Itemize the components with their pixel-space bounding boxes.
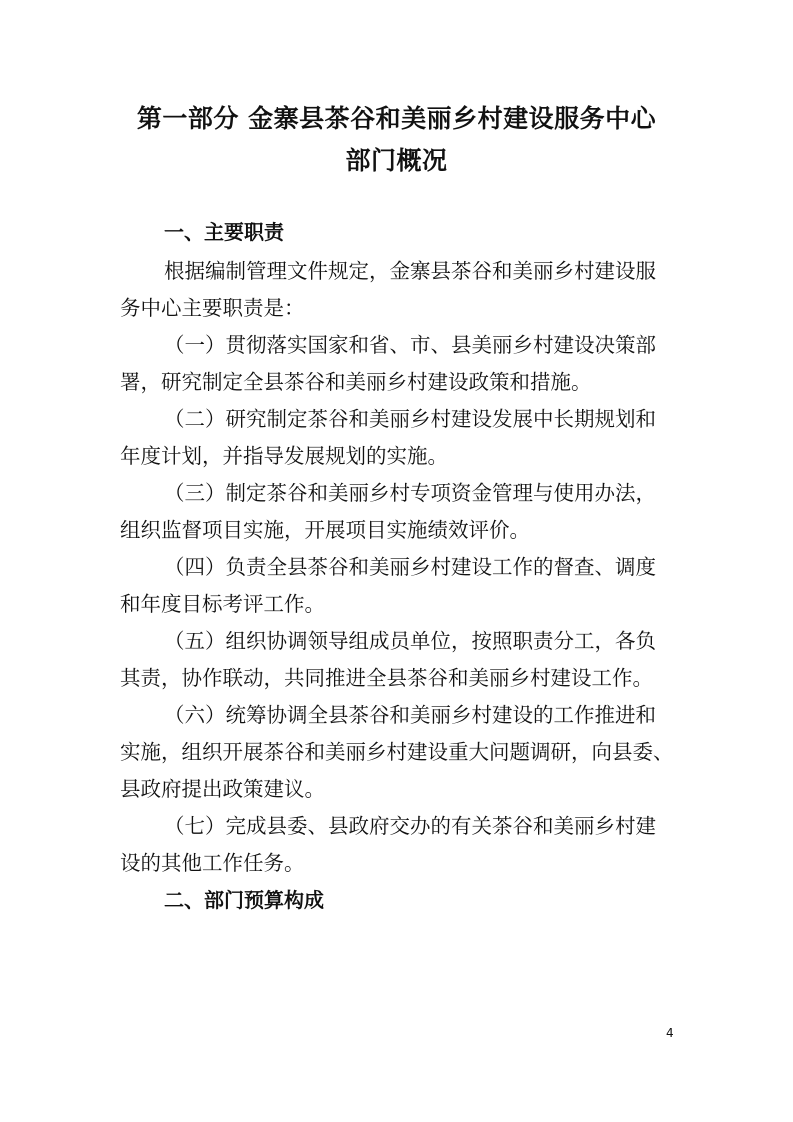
- paragraph-line: 署，研究制定全县茶谷和美丽乡村建设政策和措施。: [120, 370, 592, 394]
- paragraph-line: （七）完成县委、县政府交办的有关茶谷和美丽乡村建: [164, 814, 656, 838]
- paragraph-line: （六）统筹协调全县茶谷和美丽乡村建设的工作推进和: [164, 703, 656, 727]
- page-number: 4: [666, 1026, 674, 1040]
- paragraph-line: 根据编制管理文件规定，金寨县茶谷和美丽乡村建设服: [164, 259, 656, 283]
- section-heading-duties: 一、主要职责: [164, 220, 284, 244]
- paragraph-line: 实施，组织开展茶谷和美丽乡村建设重大问题调研，向县委、: [120, 740, 674, 764]
- paragraph-line: （三）制定茶谷和美丽乡村专项资金管理与使用办法，: [164, 481, 656, 505]
- paragraph-line: （四）负责全县茶谷和美丽乡村建设工作的督查、调度: [164, 555, 656, 579]
- paragraph-line: 年度计划，并指导发展规划的实施。: [120, 444, 448, 468]
- paragraph-line: 和年度目标考评工作。: [120, 592, 325, 616]
- paragraph-line: （五）组织协调领导组成员单位，按照职责分工，各负: [164, 629, 656, 653]
- page-subtitle: 部门概况: [345, 146, 448, 175]
- section-heading-budget: 二、部门预算构成: [164, 888, 324, 912]
- paragraph-line: 设的其他工作任务。: [120, 851, 305, 875]
- paragraph-line: （一）贯彻落实国家和省、市、县美丽乡村建设决策部: [164, 333, 656, 357]
- paragraph-line: （二）研究制定茶谷和美丽乡村建设发展中长期规划和: [164, 407, 656, 431]
- paragraph-line: 组织监督项目实施，开展项目实施绩效评价。: [120, 518, 530, 542]
- page-title: 第一部分 金寨县茶谷和美丽乡村建设服务中心: [136, 104, 657, 133]
- paragraph-line: 其责，协作联动，共同推进全县茶谷和美丽乡村建设工作。: [120, 666, 653, 690]
- paragraph-line: 务中心主要职责是：: [120, 296, 305, 320]
- paragraph-line: 县政府提出政策建议。: [120, 777, 325, 801]
